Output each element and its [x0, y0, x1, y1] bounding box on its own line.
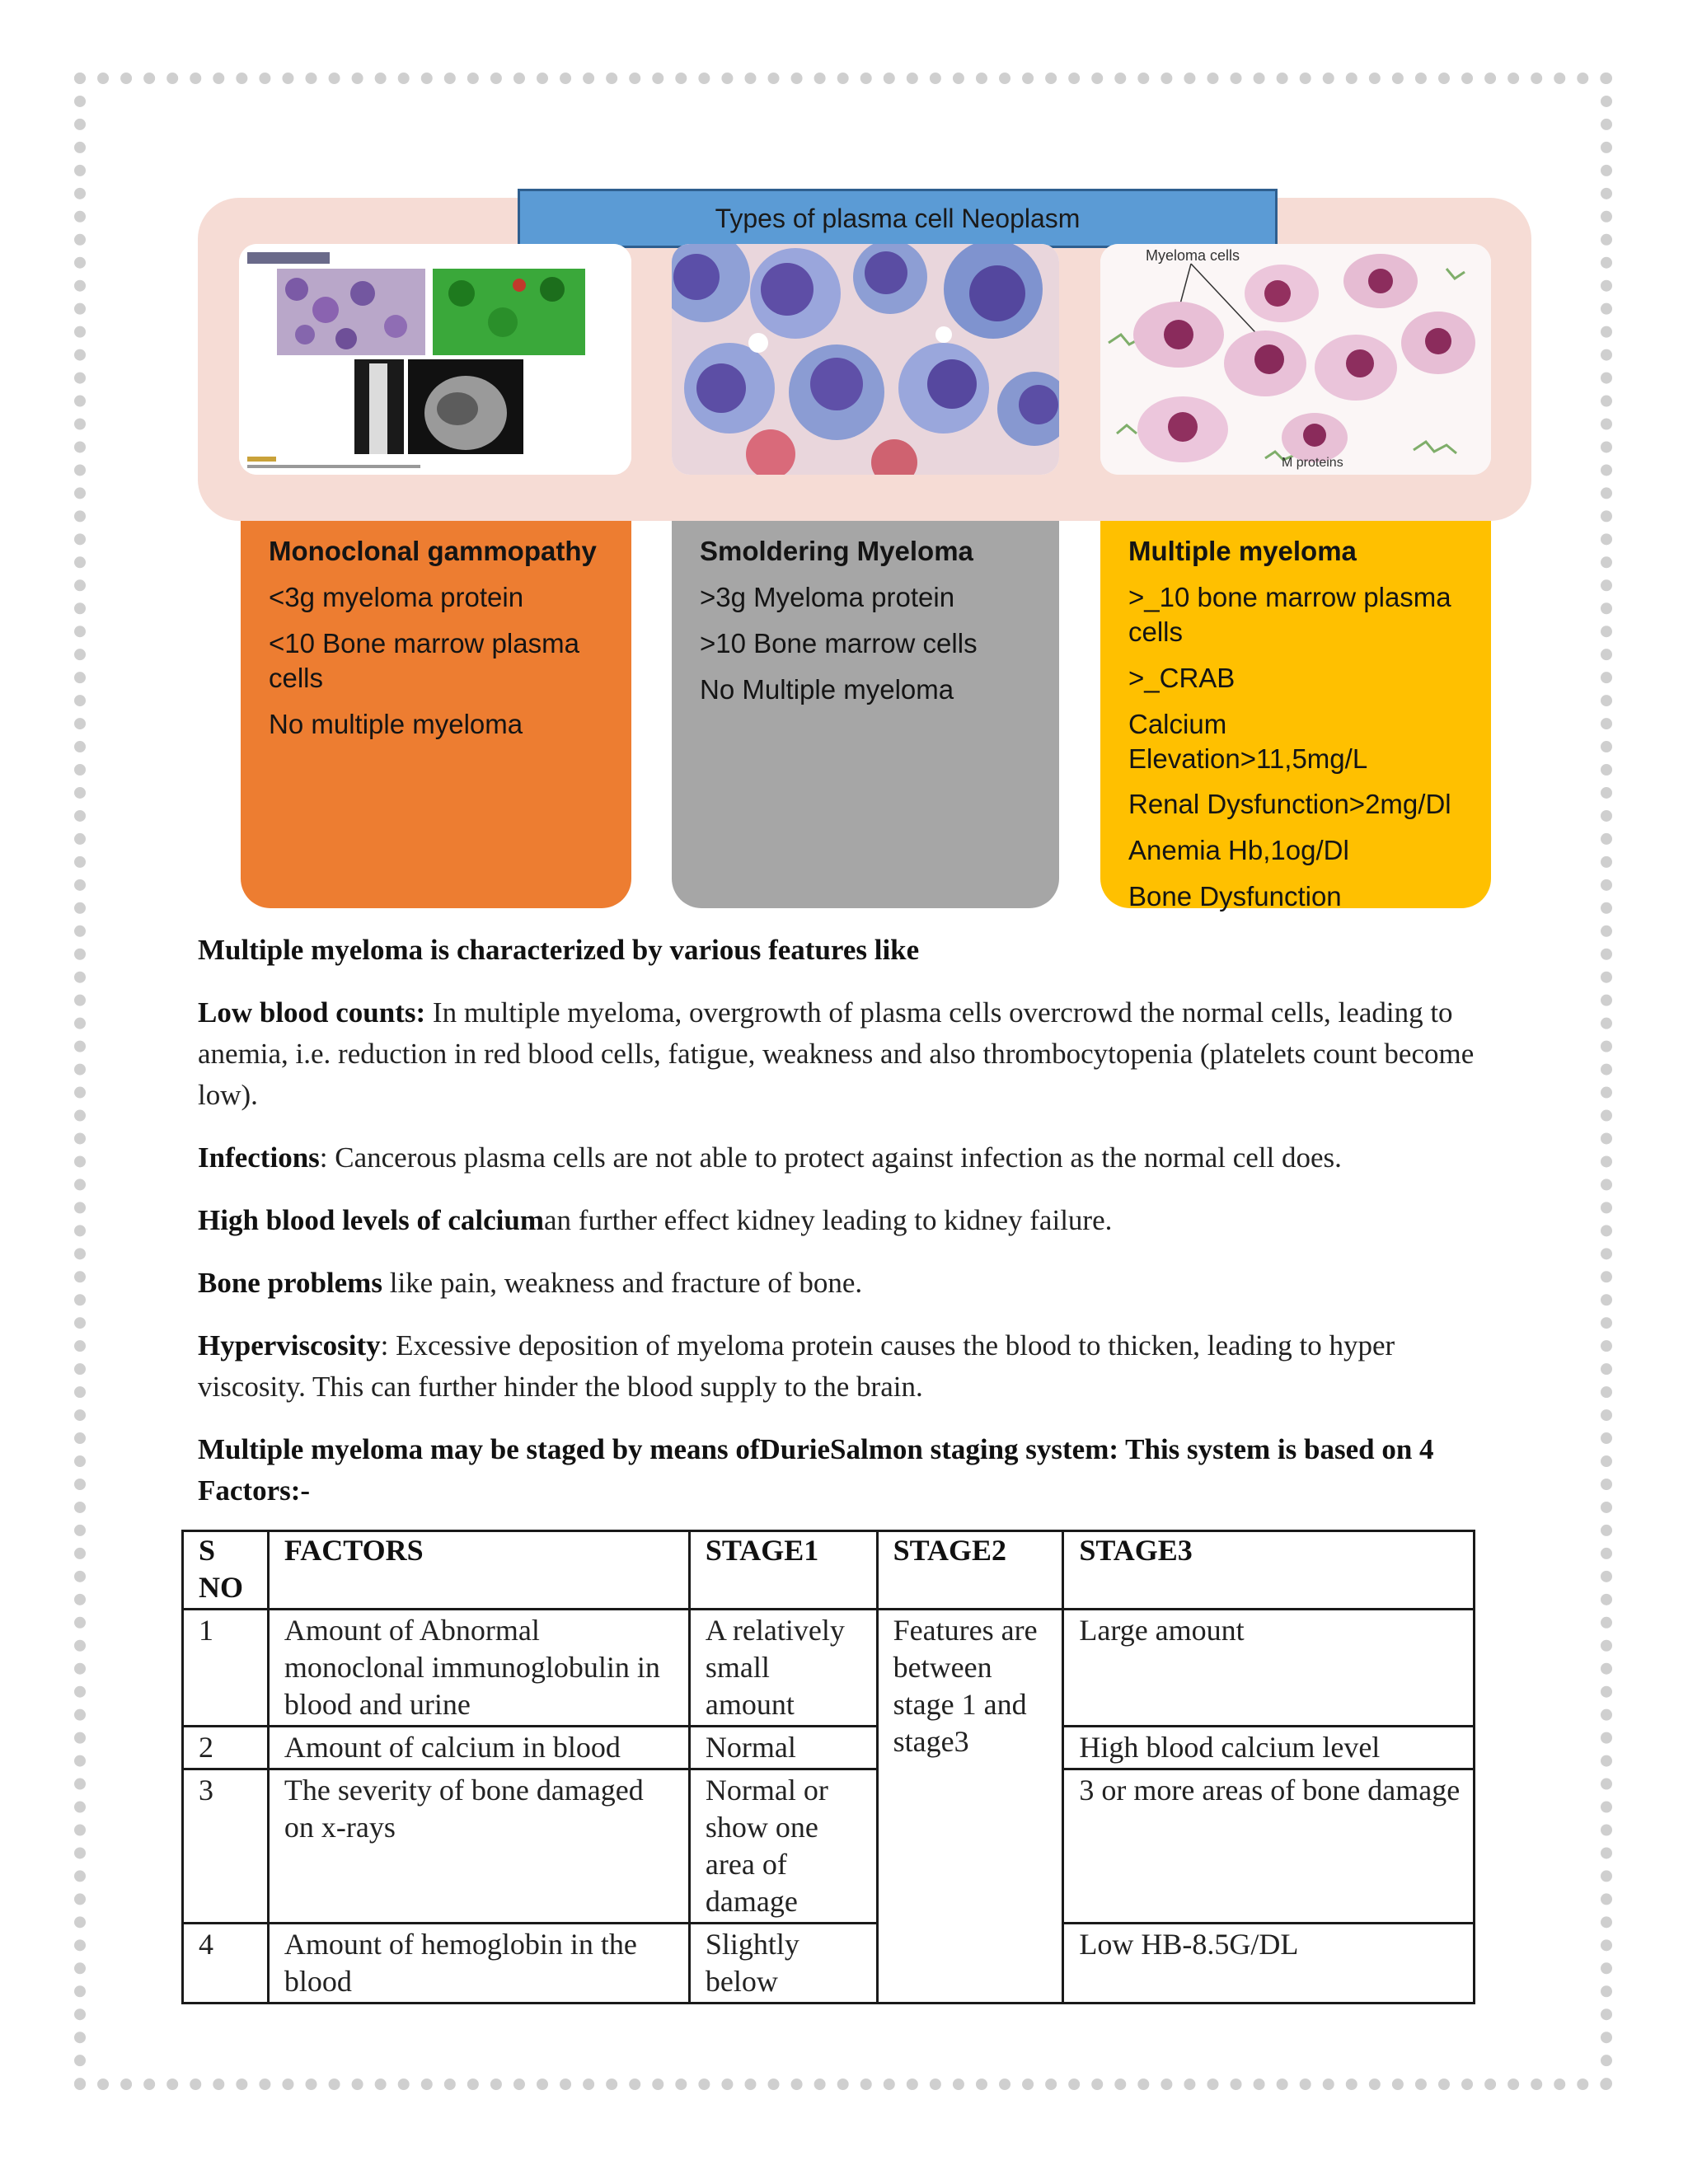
header-stage3: STAGE3: [1063, 1531, 1475, 1610]
cell-sno: 2: [183, 1727, 269, 1769]
plasma-cells-micrograph-image: [672, 244, 1059, 475]
card-line: Anemia Hb,1og/Dl: [1128, 835, 1349, 866]
table-header-row: [183, 1531, 1475, 1610]
staging-heading: Multiple myeloma may be staged by means ofDurieSalmon staging system: This system is based on 4 Factors:-: [198, 1433, 1434, 1507]
card-line: <3g myeloma protein: [269, 581, 524, 612]
cell-stage1: Normal: [689, 1727, 877, 1769]
cell-factor: Amount of calcium in blood: [268, 1727, 689, 1769]
table-row: [183, 1610, 1475, 1727]
intro-heading: Multiple myeloma is characterized by various features like: [198, 934, 920, 966]
cell-factor: Amount of hemoglobin in the blood: [268, 1924, 689, 2004]
card-line: No multiple myeloma: [269, 708, 523, 739]
table-row: [183, 1924, 1475, 2004]
header-stage1: STAGE1: [689, 1531, 877, 1610]
card-multiple-myeloma: [1100, 521, 1491, 912]
cell-stage3: Large amount: [1063, 1610, 1475, 1727]
card-line: >10 Bone marrow cells: [700, 627, 978, 658]
card-line: Calcium Elevation>11,5mg/L: [1128, 708, 1368, 774]
cell-stage3: High blood calcium level: [1063, 1727, 1475, 1769]
paragraph-bone-problems: Bone problems like pain, weakness and fracture of bone.: [198, 1267, 863, 1299]
card-line: Bone Dysfunction: [1128, 881, 1342, 912]
card-line: No Multiple myeloma: [700, 673, 954, 705]
header-factors: FACTORS: [268, 1531, 689, 1610]
table-row: [183, 1769, 1475, 1924]
cell-sno: 3: [183, 1769, 269, 1924]
card-line: <10 Bone marrow plasma cells: [269, 627, 579, 693]
cell-stage1: A relatively small amount: [689, 1610, 877, 1727]
card-monoclonal-gammopathy: [241, 521, 631, 908]
mayo-clinic-collage-image: [239, 244, 631, 475]
paragraph-infections: Infections: Cancerous plasma cells are not able to protect against infection as the normal cell does.: [198, 1141, 1342, 1174]
svg-text:Myeloma cells: Myeloma cells: [1146, 247, 1240, 264]
paragraph-calcium: High blood levels of calciuman further effect kidney leading to kidney failure.: [198, 1204, 1113, 1236]
diagram-title: Types of plasma cell Neoplasm: [518, 189, 1278, 248]
cell-stage1: Normal or show one area of damage: [689, 1769, 877, 1924]
cell-sno: 1: [183, 1610, 269, 1727]
table-row: [183, 1727, 1475, 1769]
cell-stage3: Low HB-8.5G/DL: [1063, 1924, 1475, 2004]
paragraph-hyperviscosity: Hyperviscosity: Excessive deposition of myeloma protein causes the blood to thicken, leading to hyper viscosity. This can further hinder the blood supply to the brain.: [198, 1329, 1395, 1403]
card-line: >_10 bone marrow plasma cells: [1128, 581, 1451, 647]
card-title: Multiple myeloma: [1128, 536, 1357, 566]
staging-table: [181, 1530, 1475, 2004]
card-title: Smoldering Myeloma: [700, 536, 973, 566]
myeloma-cells-illustration-image: [1100, 244, 1491, 475]
card-smoldering-myeloma: [672, 521, 1059, 908]
cell-sno: 4: [183, 1924, 269, 2004]
cell-factor: The severity of bone damaged on x-rays: [268, 1769, 689, 1924]
card-line: Renal Dysfunction>2mg/Dl: [1128, 789, 1451, 820]
card-line: >3g Myeloma protein: [700, 581, 955, 612]
cell-stage1: Slightly below: [689, 1924, 877, 2004]
svg-text:M proteins: M proteins: [1282, 456, 1343, 470]
paragraph-low-blood-counts: Low blood counts: In multiple myeloma, overgrowth of plasma cells overcrowd the normal cells, leading to anemia, i.e. reduction in red blood cells, fatigue, weakness and also thrombocytopenia (platelets count become low).: [198, 996, 1475, 1111]
header-stage2: STAGE2: [877, 1531, 1063, 1610]
document-body: [198, 930, 1484, 1533]
card-title: Monoclonal gammopathy: [269, 536, 597, 566]
cell-stage2: Features are between stage 1 and stage3: [877, 1610, 1063, 2004]
card-line: >_CRAB: [1128, 662, 1236, 693]
header-sno: S NO: [183, 1531, 269, 1610]
cell-factor: Amount of Abnormal monoclonal immunoglobulin in blood and urine: [268, 1610, 689, 1727]
cell-stage3: 3 or more areas of bone damage: [1063, 1769, 1475, 1924]
